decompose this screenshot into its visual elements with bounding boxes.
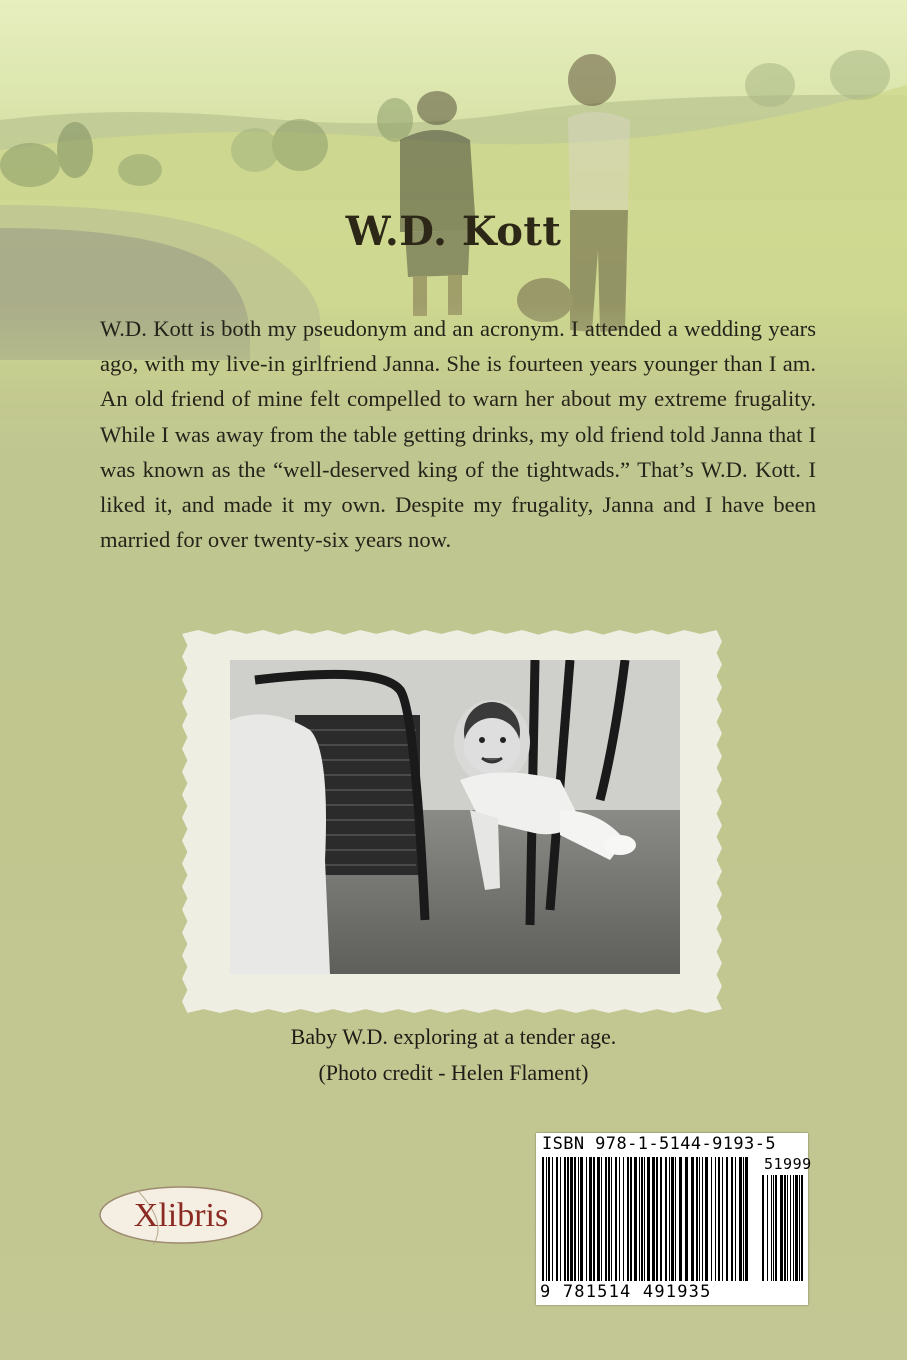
- isbn-number: ISBN 978-1-5144-9193-5: [542, 1134, 776, 1154]
- logo-wordmark: Xlibris: [133, 1197, 229, 1234]
- price-code: 51999: [764, 1155, 812, 1173]
- xlibris-publisher-logo: [98, 1183, 264, 1247]
- barcode-bars: [536, 1133, 808, 1305]
- ean-digits: 9 781514 491935: [540, 1282, 712, 1302]
- baby-crawling-photo: [230, 660, 680, 974]
- photo-credit: (Photo credit - Helen Flament): [318, 1060, 589, 1085]
- vintage-photo-frame: [182, 630, 722, 1013]
- isbn-barcode: [536, 1133, 812, 1305]
- author-name-heading: W.D. Kott: [345, 208, 562, 255]
- author-bio-paragraph: W.D. Kott is both my pseudonym and an acronym. I attended a wedding years ago, with my live-in girlfriend Janna. She is fourteen years younger than I am. An old friend of mine felt compelled to warn her about my extreme frugality. While I was away from the table getting drinks, my old friend told Janna that I was known as the “well-deserved king of the tightwads.” That’s W.D. Kott. I liked it, and made it my own. Despite my frugality, Janna and I have been married for over twenty-six years now.: [100, 316, 816, 553]
- photo-caption: Baby W.D. exploring at a tender age.: [290, 1024, 617, 1049]
